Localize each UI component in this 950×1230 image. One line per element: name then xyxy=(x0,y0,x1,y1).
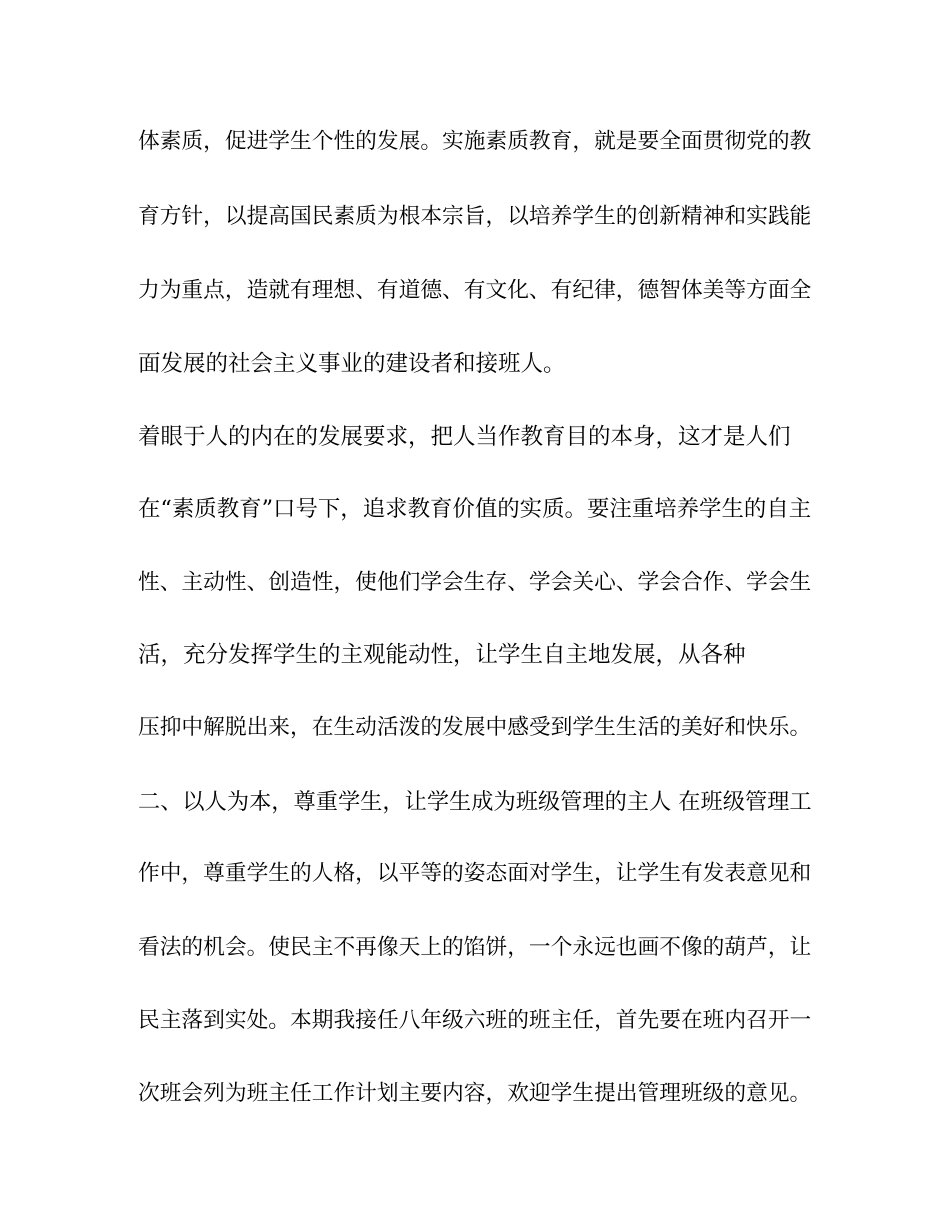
text-line: 性、主动性、创造性，使他们学会生存、学会关心、学会合作、学会生 xyxy=(138,570,812,595)
text-line: 力为重点，造就有理想、有道德、有文化、有纪律，德智体美等方面全 xyxy=(138,278,812,303)
text-line: 在“素质教育”口号下，追求教育价值的实质。要注重培养学生的自主 xyxy=(138,496,812,522)
text-line: 民主落到实处。本期我接任八年级六班的班主任，首先要在班内召开一 xyxy=(138,1008,812,1033)
text-line: 活，充分发挥学生的主观能动性，让学生自主地发展，从各种 xyxy=(138,642,746,668)
text-line: 着眼于人的内在的发展要求，把人当作教育目的本身，这才是人们 xyxy=(138,424,791,450)
text-line: 作中，尊重学生的人格，以平等的姿态面对学生，让学生有发表意见和 xyxy=(138,861,812,886)
text-line: 体素质，促进学生个性的发展。实施素质教育，就是要全面贯彻党的教 xyxy=(138,129,812,154)
text-line: 次班会列为班主任工作计划主要内容，欢迎学生提出管理班级的意见。 xyxy=(138,1081,812,1106)
text-line: 育方针，以提高国民素质为根本宗旨，以培养学生的创新精神和实践能 xyxy=(138,204,812,229)
text-line: 二、以人为本，尊重学生，让学生成为班级管理的主人 在班级管理工 xyxy=(138,789,812,815)
text-line: 压抑中解脱出来，在生动活泼的发展中感受到学生生活的美好和快乐。 xyxy=(138,715,812,740)
text-line: 面发展的社会主义事业的建设者和接班人。 xyxy=(138,351,566,377)
text-line: 看法的机会。使民主不再像天上的馅饼，一个永远也画不像的葫芦，让 xyxy=(138,935,812,960)
